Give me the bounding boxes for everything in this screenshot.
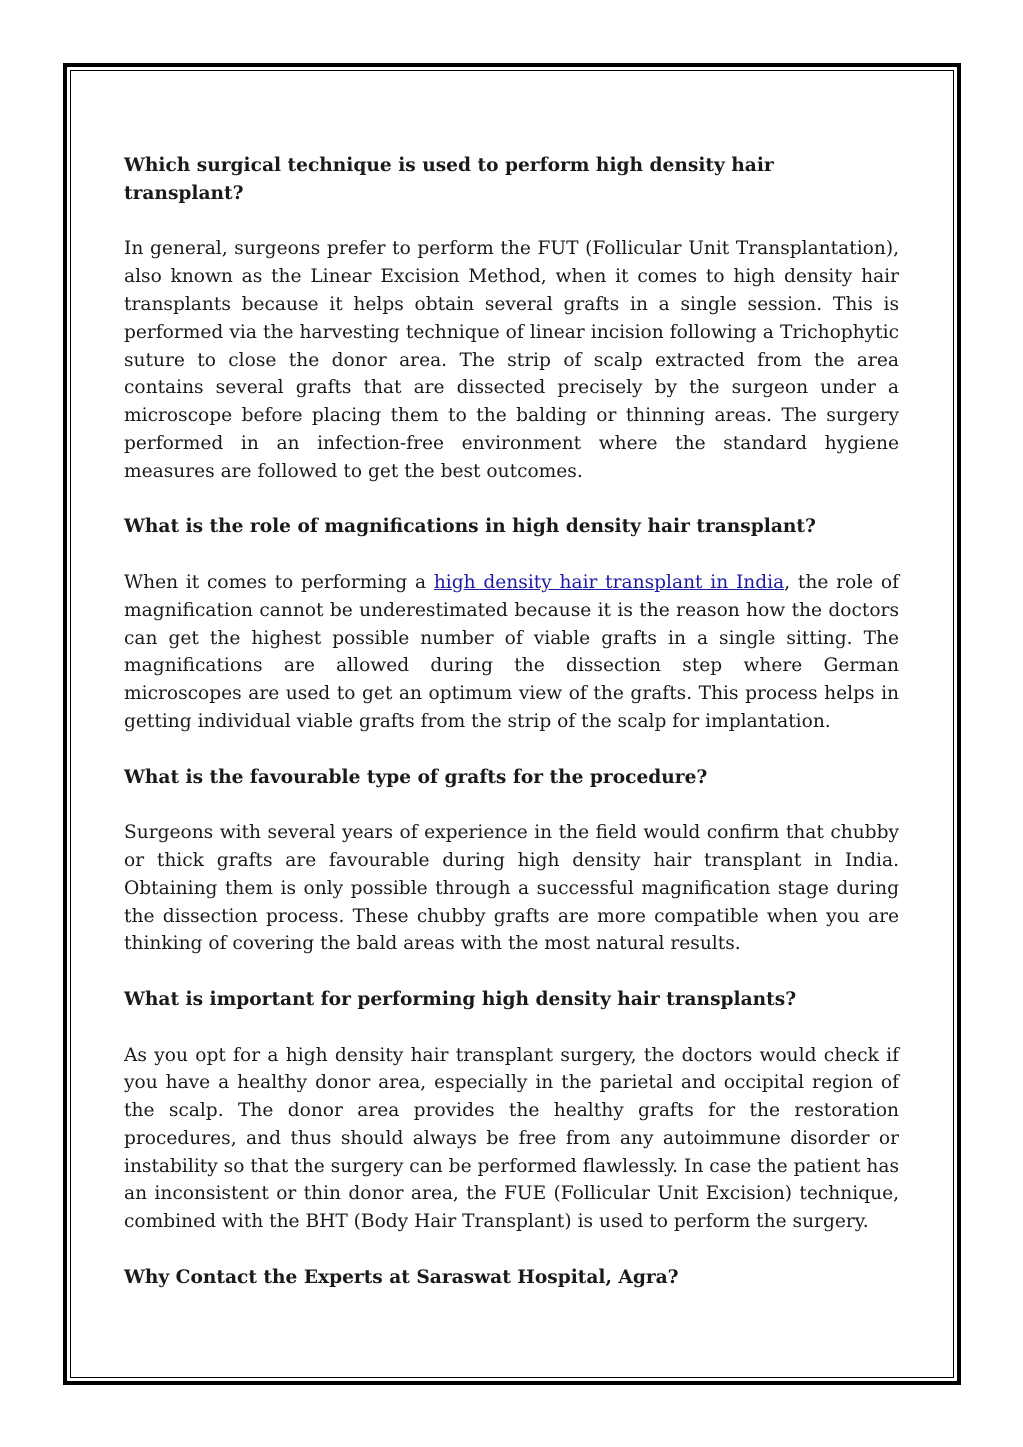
paragraph-surgical-technique: In general, surgeons prefer to perform the FUT (Follicular Unit Transplantation), also known as the Linear Excision Method, when it comes to high density hair transplants because it helps obtain several grafts in a single session. This is performed via the harvesting technique of linear incision following a Trichophytic suture to close the donor area. The strip of scalp extracted from the area contains several grafts that are dissected precisely by the surgeon under a microscope before placing them to the balding or thinning areas. The surgery performed in an infection-free environment where the standard hygiene measures are followed to get the best outcomes. <box>124 238 899 482</box>
paragraph-magnifications-intro: When it comes to performing a <box>124 571 434 593</box>
paragraph-important-factors: As you opt for a high density hair transplant surgery, the doctors would check if you have a healthy donor area, especially in the parietal and occipital region of the scalp. The donor area provides the healthy grafts for the restoration procedures, and thus should always be free from any autoimmune disorder or instability so that the surgery can be performed flawlessly. In case the patient has an inconsistent or thin donor area, the FUE (Follicular Unit Excision) technique, combined with the BHT (Body Hair Transplant) is used to perform the surgery. <box>124 1044 899 1233</box>
paragraph-graft-type: Surgeons with several years of experience in the field would confirm that chubby or thick grafts are favourable during high density hair transplant in India. Obtaining them is only possible through a successful magnification stage during the dissection process. These chubby grafts are more compatible when you are thinking of covering the bald areas with the most natural results. <box>124 822 899 955</box>
hair-transplant-india-link[interactable]: high density hair transplant in India <box>433 571 785 593</box>
heading-contact-experts: Why Contact the Experts at Saraswat Hospital, Agra? <box>124 1266 679 1288</box>
heading-graft-type: What is the favourable type of grafts for the procedure? <box>124 766 708 788</box>
paragraph-magnifications <box>124 569 899 736</box>
heading-surgical-technique: Which surgical technique is used to perform high density hair transplant? <box>124 155 774 204</box>
heading-important-factors: What is important for performing high density hair transplants? <box>124 988 797 1010</box>
document-body <box>124 152 899 1292</box>
heading-magnifications: What is the role of magnifications in high density hair transplant? <box>124 516 816 538</box>
paragraph-magnifications-rest: , the role of magnification cannot be underestimated because it is the reason how the doctors can get the highest possible number of viable grafts in a single sitting. The magnifications are allowed during the dissection step where German microscopes are used to get an optimum view of the grafts. This process helps in getting individual viable grafts from the strip of the scalp for implantation. <box>124 571 899 732</box>
